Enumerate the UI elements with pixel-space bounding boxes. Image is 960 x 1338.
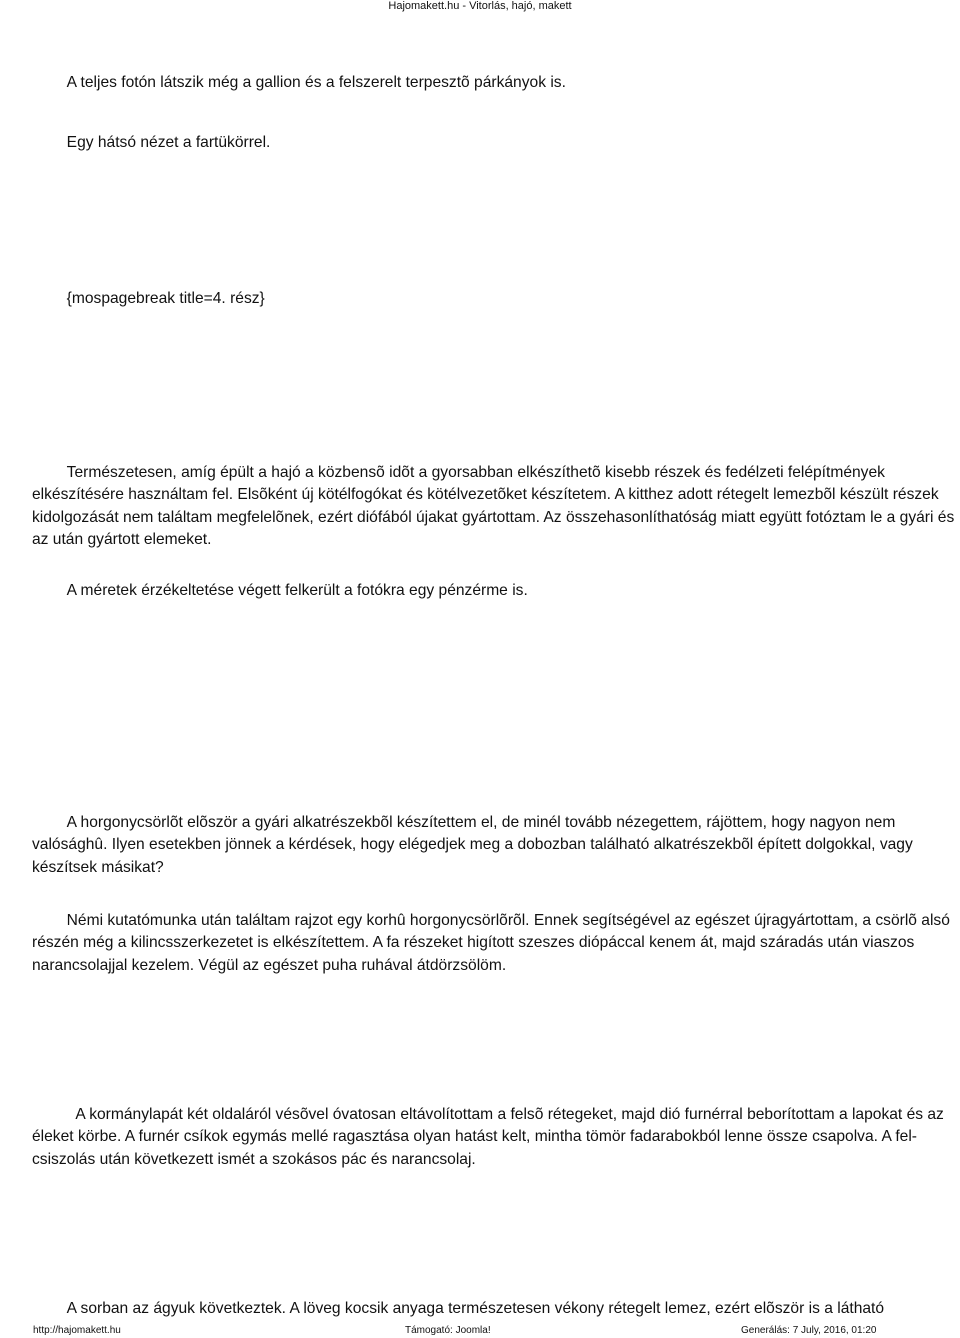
paragraph-windlass-intro: A horgonycsörlõt elõször a gyári alkatrészekbõl készítettem el, de minél tovább nézegettem, rájöttem, hogy nagyon nem valósághû. Ilyen esetekben jönnek a kérdések, hogy elégedjek meg a dobozban található alkatrészekbõl épített dolgokkal, vagy készítsek másikat?: [32, 814, 918, 876]
paragraph-small-parts: Természetesen, amíg épült a hajó a közbensõ idõt a gyorsabban elkészíthetõ kisebb részek és fedélzeti felépítmények elkészítésére használtam fel. Elsõként új kötélfogókat és kötélvezetõket készítetem. A kitthez adott rétegelt lemezbõl készült részek kidolgozását nem találtam megfelelõnek, ezért diófából újakat gyártottam. Az összehasonlíthatóság miatt együtt fotóztam le a gyári és az után gyártott elemeket.: [32, 464, 959, 549]
paragraph-windlass-rebuild: Némi kutatómunka után találtam rajzot egy korhû horgonycsörlõrõl. Ennek segítségével az egészet újragyártottam, a csörlõ alsó részén még a kilincsszerkezetet is elkészítettem. A fa részeket higított szeszes diópáccal kenem át, majd száradás után viaszos narancsolajjal kezelem. Végül az egészet puha ruhával átdörzsölöm.: [32, 912, 955, 974]
paragraph-pagebreak: {mospagebreak title=4. rész}: [32, 290, 265, 307]
paragraph-coin: A méretek érzékeltetése végett felkerült a fotókra egy pénzérme is.: [32, 582, 528, 599]
footer-url: http://hajomakett.hu: [33, 1325, 121, 1336]
page-header-title: Hajomakett.hu - Vitorlás, hajó, makett: [388, 0, 572, 12]
paragraph-gallion: A teljes fotón látszik még a gallion és a felszerelt terpesztõ párkányok is.: [32, 74, 566, 91]
paragraph-rear-view: Egy hátsó nézet a fartükörrel.: [32, 134, 271, 151]
footer-sponsor: Támogató: Joomla!: [405, 1325, 491, 1336]
paragraph-rudder: A kormánylapát két oldaláról vésõvel óvatosan eltávolítottam a felsõ rétegeket, majd dió furnérral beborítottam a lapokat és az éleket körbe. A furnér csíkok egymás mellé ragasztása olyan hatást kelt, mintha tömör fadarabokból lenne össze csapolva. A fel- csiszolás után következett ismét a szokásos pác és narancsolaj.: [32, 1106, 949, 1168]
footer-generated: Generálás: 7 July, 2016, 01:20: [741, 1325, 877, 1336]
paragraph-cannons: A sorban az ágyuk következtek. A löveg kocsik anyaga természetesen vékony rétegelt lemez, ezért elõször is a látható: [32, 1300, 885, 1317]
